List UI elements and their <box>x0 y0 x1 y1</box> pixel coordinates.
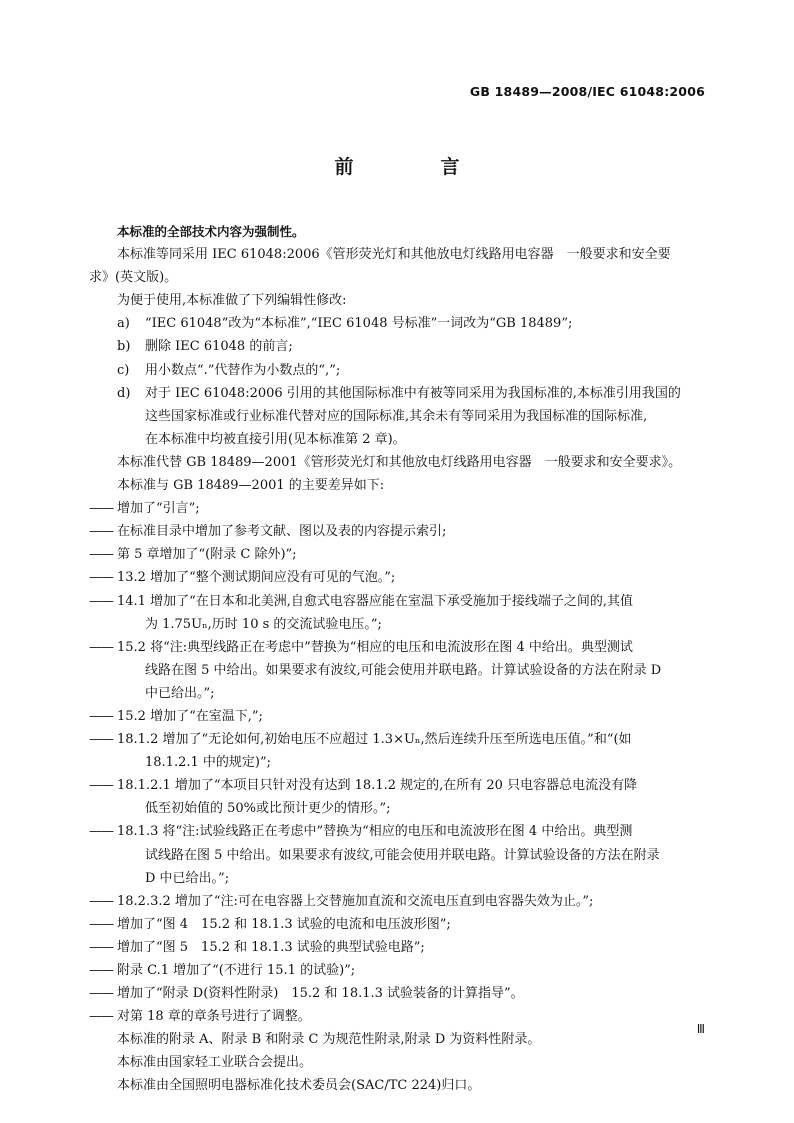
difference-item <box>89 936 706 959</box>
mandatory-statement: 本标准的全部技术内容为强制性。 <box>117 224 305 239</box>
dash-marker: —— <box>89 547 113 563</box>
difference-text: 附录 C.1 增加了“(不进行 15.1 的试验)”; <box>117 963 356 978</box>
dash-marker: —— <box>89 501 113 517</box>
difference-item <box>89 497 706 520</box>
editorial-changes-list <box>89 312 706 451</box>
dash-marker: —— <box>89 639 113 655</box>
standard-code-header: GB 18489—2008/IEC 61048:2006 <box>469 84 705 99</box>
difference-text-continuation: 线路在图 5 中给出。如果要求有波纹,可能会使用并联电路。计算试验设备的方法在附录 D <box>145 662 662 678</box>
page-number: Ⅲ <box>696 1022 705 1036</box>
dash-marker: —— <box>89 732 113 748</box>
difference-text-continuation: 为 1.75Uₙ,历时 10 s 的交流试验电压。”; <box>145 616 382 632</box>
difference-text: 第 5 章增加了“(附录 C 除外)”; <box>117 547 297 563</box>
item-text: 对于 IEC 61048:2006 引用的其他国际标准中有被等同采用为我国标准的,本标准引用我国的 <box>145 385 681 401</box>
difference-text: 增加了“附录 D(资料性附录) 15.2 和 18.1.3 试验装备的计算指导”。 <box>117 986 524 1002</box>
difference-text-continuation: 中已给出。”; <box>145 685 215 701</box>
difference-item <box>89 890 706 913</box>
dash-marker: —— <box>89 963 113 978</box>
item-text: 用小数点“.”代替作为小数点的“,”; <box>145 362 341 378</box>
replacement-statement: 本标准代替 GB 18489—2001《管形荧光灯和其他放电灯线路用电容器 一般要求和安全要求》。 <box>117 454 682 470</box>
annex-statement: 本标准的附录 A、附录 B 和附录 C 为规范性附录,附录 D 为资料性附录。 <box>117 1032 541 1048</box>
page-title: 前 言 <box>334 156 494 178</box>
difference-item <box>89 1005 706 1028</box>
dash-marker: —— <box>89 824 113 840</box>
dash-marker: —— <box>89 916 113 932</box>
difference-text-continuation: 试线路在图 5 中给出。如果要求有波纹,可能会使用并联电路。计算试验设备的方法在附录 <box>145 847 660 863</box>
dash-marker: —— <box>89 708 113 724</box>
item-label: d) <box>117 385 131 401</box>
difference-text: 18.1.2 增加了“无论如何,初始电压不应超过 1.3×Uₙ,然后连续升压至所选电压值。”和“(如 <box>117 732 632 748</box>
difference-text: 13.2 增加了“整个测试期间应没有可见的气泡。”; <box>117 570 396 586</box>
dash-marker: —— <box>89 570 113 586</box>
difference-item <box>89 913 706 936</box>
item-text-continuation: 这些国家标准或行业标准代替对应的国际标准,其余未有等同采用为我国标准的国际标准, <box>145 408 648 424</box>
editorial-changes-intro: 为便于使用,本标准做了下列编辑性修改: <box>117 293 347 309</box>
difference-text: 15.2 将“注:典型线路正在考虑中”替换为“相应的电压和电流波形在图 4 中给出。典型测试 <box>117 639 633 655</box>
proposer-statement: 本标准由国家轻工业联合会提出。 <box>117 1055 313 1071</box>
editorial-change-item <box>89 312 706 335</box>
difference-text: 14.1 增加了“在日本和北美洲,自愈式电容器应能在室温下承受施加于接线端子之间的,其值 <box>117 593 633 609</box>
difference-text: 15.2 增加了“在室温下,”; <box>117 708 263 724</box>
dash-marker: —— <box>89 778 113 794</box>
difference-text: 增加了“图 4 15.2 和 18.1.3 试验的电流和电压波形图”; <box>117 916 451 932</box>
difference-item <box>89 774 706 797</box>
difference-text-continuation: 低至初始值的 50%或比预计更少的情形。”; <box>145 801 391 817</box>
dash-marker: —— <box>89 939 113 955</box>
difference-item <box>89 982 706 1005</box>
difference-item <box>89 520 706 543</box>
differences-intro: 本标准与 GB 18489—2001 的主要差异如下: <box>117 478 385 494</box>
difference-text-continuation: D 中已给出。”; <box>145 870 230 886</box>
difference-item <box>89 543 706 566</box>
difference-item <box>89 636 706 659</box>
adoption-paragraph-line-1: 本标准等同采用 IEC 61048:2006《管形荧光灯和其他放电灯线路用电容器 一般要求和安全要 <box>117 247 671 263</box>
difference-text: 增加了“图 5 15.2 和 18.1.3 试验的典型试验电路”; <box>117 939 425 955</box>
difference-item <box>89 705 706 728</box>
difference-text-continuation: 18.1.2.1 中的规定)”; <box>145 755 271 771</box>
item-label: c) <box>117 362 130 378</box>
difference-text: 在标准目录中增加了参考文献、图以及表的内容提示索引; <box>117 524 447 540</box>
difference-text: 增加了“引言”; <box>117 501 200 517</box>
dash-marker: —— <box>89 893 113 909</box>
dash-marker: —— <box>89 986 113 1002</box>
dash-marker: —— <box>89 1009 113 1025</box>
document-body <box>89 220 706 1098</box>
difference-item <box>89 566 706 589</box>
difference-text: 18.2.3.2 增加了“注:可在电容器上交替施加直流和交流电压直到电容器失效为止。”; <box>117 893 594 909</box>
item-label: b) <box>117 339 131 355</box>
difference-item <box>89 728 706 751</box>
difference-text: 18.1.3 将“注:试验线路正在考虑中”替换为“相应的电压和电流波形在图 4 中给出。典型测 <box>117 824 633 840</box>
item-text-continuation: 在本标准中均被直接引用(见本标准第 2 章)。 <box>145 431 406 447</box>
item-text: 删除 IEC 61048 的前言; <box>145 339 293 355</box>
editorial-change-item <box>89 382 706 405</box>
editorial-change-item <box>89 359 706 382</box>
difference-text: 对第 18 章的章条号进行了调整。 <box>117 1009 311 1025</box>
item-text: “IEC 61048”改为“本标准”,“IEC 61048 号标准”一词改为“GB 18489”; <box>145 316 573 332</box>
difference-item <box>89 590 706 613</box>
difference-item <box>89 820 706 843</box>
item-label: a) <box>117 316 130 332</box>
differences-list <box>89 497 706 1028</box>
adoption-paragraph-line-2: 求》(英文版)。 <box>89 270 178 286</box>
editorial-change-item <box>89 335 706 358</box>
committee-statement: 本标准由全国照明电器标准化技术委员会(SAC/TC 224)归口。 <box>117 1078 481 1094</box>
dash-marker: —— <box>89 593 113 609</box>
difference-text: 18.1.2.1 增加了“本项目只针对没有达到 18.1.2 规定的,在所有 20 只电容器总电流没有降 <box>117 778 638 794</box>
dash-marker: —— <box>89 524 113 540</box>
difference-item <box>89 959 706 982</box>
